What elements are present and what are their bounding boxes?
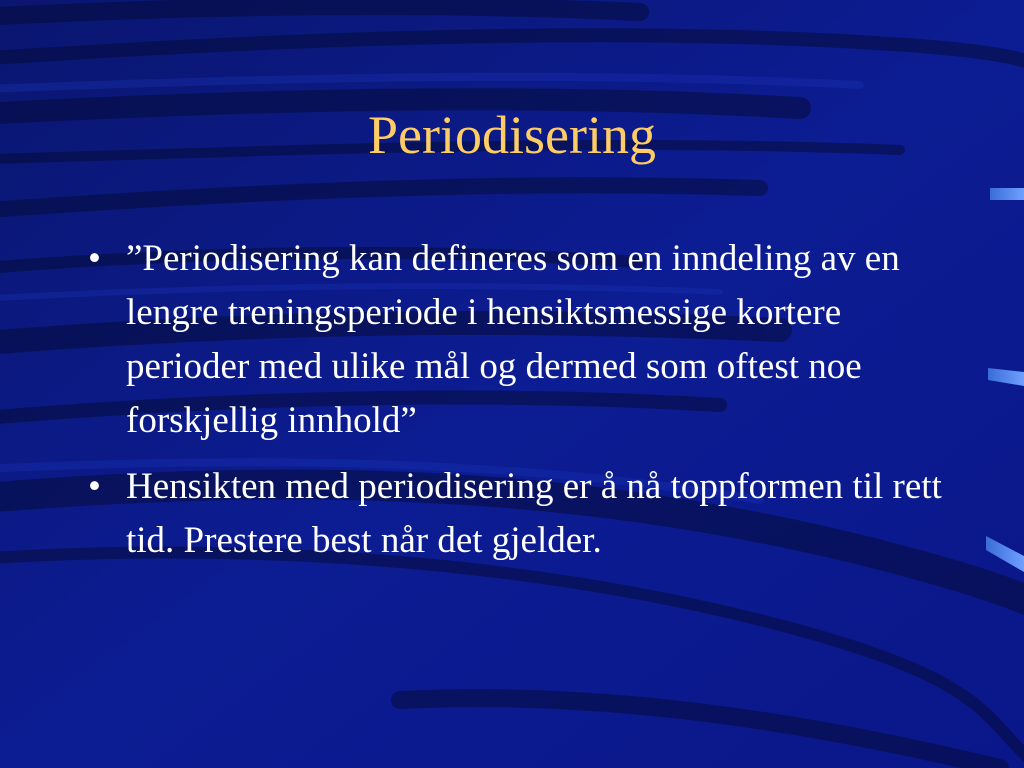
slide-title: Periodisering bbox=[368, 105, 656, 165]
bullet-text: Hensikten med periodisering er å nå toppformen til rett tid. Prestere best når det gjelder. bbox=[126, 466, 942, 561]
bullet-marker: • bbox=[88, 238, 101, 279]
bullet-item-purpose bbox=[84, 460, 944, 568]
bullet-item-definition bbox=[84, 232, 944, 448]
bullet-marker: • bbox=[88, 466, 101, 507]
bullet-text: ”Periodisering kan defineres som en inndeling av en lengre treningsperiode i hensiktsmessige kortere perioder med ulike mål og dermed som oftest noe forskjellig innhold” bbox=[126, 238, 900, 441]
bullet-list bbox=[84, 232, 944, 580]
